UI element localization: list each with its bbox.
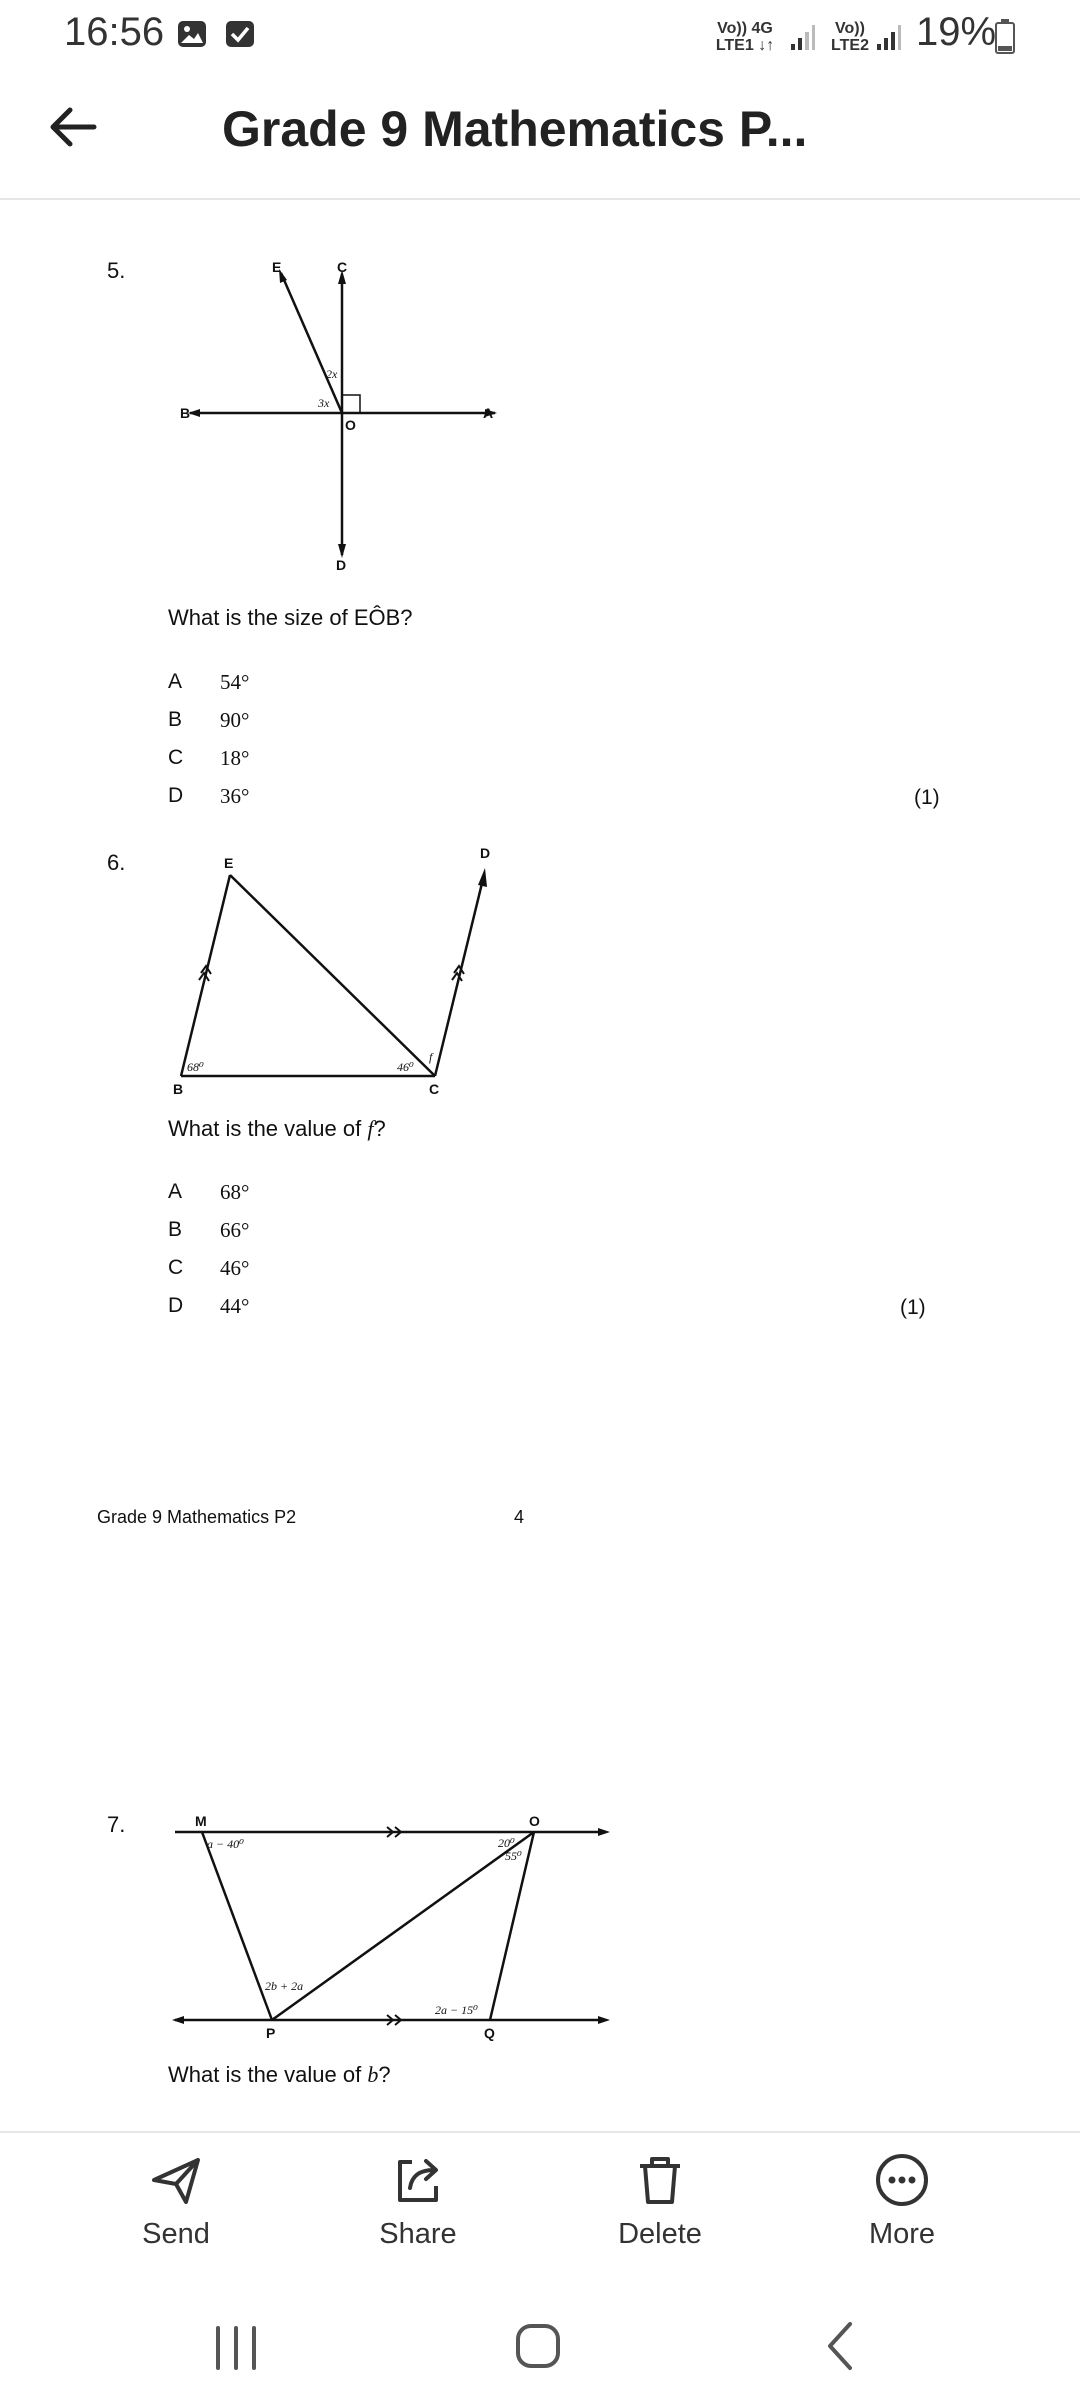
network-lte2: Vo)) LTE2: [831, 20, 869, 54]
question-7-number: 7.: [107, 1812, 126, 1837]
back-arrow-icon[interactable]: [46, 100, 100, 154]
send-icon: [146, 2150, 206, 2210]
angle-p: 2b + 2a: [265, 1979, 304, 1993]
label-o: O: [345, 417, 356, 433]
status-time: 16:56: [64, 10, 165, 54]
send-label: Send: [142, 2218, 210, 2250]
q5-option-a-letter: A: [168, 670, 183, 693]
q6-option-c-letter: C: [168, 1256, 184, 1279]
angle-m: a − 40⁰: [207, 1837, 244, 1851]
recent-apps-icon[interactable]: [186, 2310, 286, 2380]
q6-option-a-value: 68°: [220, 1180, 250, 1204]
q5-option-a-value: 54°: [220, 670, 250, 694]
delete-button[interactable]: [570, 2150, 750, 2260]
bottom-divider: [0, 2131, 1080, 2133]
share-icon: [388, 2150, 448, 2210]
label-a: A: [483, 405, 494, 421]
question-7-text: What is the value of b?: [168, 2062, 391, 2087]
q5-option-b-letter: B: [168, 708, 183, 731]
home-icon[interactable]: [488, 2310, 588, 2380]
signal-lte2-icon: [876, 22, 902, 52]
label-c: C: [429, 1081, 440, 1097]
battery-icon: [994, 18, 1016, 54]
q6-mark: (1): [900, 1296, 926, 1319]
q5-option-b-value: 90°: [220, 708, 250, 732]
trash-icon: [630, 2150, 690, 2210]
header-divider: [0, 198, 1080, 200]
angle-3x: 3x: [318, 396, 330, 410]
label-c: C: [337, 259, 348, 275]
label-q: Q: [484, 2025, 495, 2041]
question-6-diagram: [165, 840, 505, 1100]
q5-option-c-value: 18°: [220, 746, 250, 770]
label-p: P: [266, 2025, 276, 2041]
angle-q: 2a − 15⁰: [435, 2003, 478, 2017]
q6-option-c-value: 46°: [220, 1256, 250, 1280]
label-m: M: [195, 1813, 207, 1829]
label-b: B: [180, 405, 191, 421]
question-6-number: 6.: [107, 850, 126, 875]
label-b: B: [173, 1081, 184, 1097]
label-e: E: [224, 855, 234, 871]
check-notification-icon: [224, 18, 256, 50]
q5-mark: (1): [914, 786, 940, 809]
question-5-text: What is the size of EÔB?: [168, 605, 413, 630]
share-label: Share: [379, 2218, 457, 2250]
q5-option-d-value: 36°: [220, 784, 250, 808]
gallery-notification-icon: [176, 18, 208, 50]
q6-option-d-value: 44°: [220, 1294, 250, 1318]
angle-46: 46⁰: [397, 1060, 414, 1074]
page-footer-title: Grade 9 Mathematics P2: [97, 1507, 297, 1527]
document-title: Grade 9 Mathematics P...: [222, 101, 808, 157]
angle-68: 68⁰: [187, 1060, 204, 1074]
label-d: D: [480, 845, 491, 861]
question-6-text: What is the value of f?: [168, 1116, 386, 1141]
q6-option-a-letter: A: [168, 1180, 183, 1203]
signal-lte1-icon: [790, 22, 816, 52]
page-footer-number: 4: [514, 1507, 525, 1527]
angle-f: f: [429, 1050, 433, 1064]
more-label: More: [868, 2218, 936, 2250]
q6-option-d-letter: D: [168, 1294, 184, 1317]
battery-percentage: 19%: [916, 10, 997, 54]
question-5-diagram: [180, 250, 510, 580]
send-button[interactable]: [86, 2150, 266, 2260]
more-icon: [872, 2150, 932, 2210]
nav-back-icon[interactable]: [790, 2310, 890, 2380]
label-e: E: [272, 259, 282, 275]
delete-label: Delete: [618, 2218, 702, 2250]
network-lte1: Vo)) 4G LTE1 ↓↑: [715, 20, 775, 54]
angle-2x: 2x: [326, 367, 338, 381]
more-button[interactable]: [812, 2150, 992, 2260]
angle-o-55: 55⁰: [505, 1849, 522, 1863]
question-5-number: 5.: [107, 258, 126, 283]
q5-option-c-letter: C: [168, 746, 184, 769]
q6-option-b-value: 66°: [220, 1218, 250, 1242]
label-o: O: [529, 1813, 540, 1829]
angle-o-20: 20⁰: [498, 1836, 515, 1850]
q6-option-b-letter: B: [168, 1218, 183, 1241]
share-button[interactable]: [328, 2150, 508, 2260]
q5-option-d-letter: D: [168, 784, 184, 807]
label-d: D: [336, 557, 347, 573]
question-7-diagram: [165, 1808, 625, 2048]
